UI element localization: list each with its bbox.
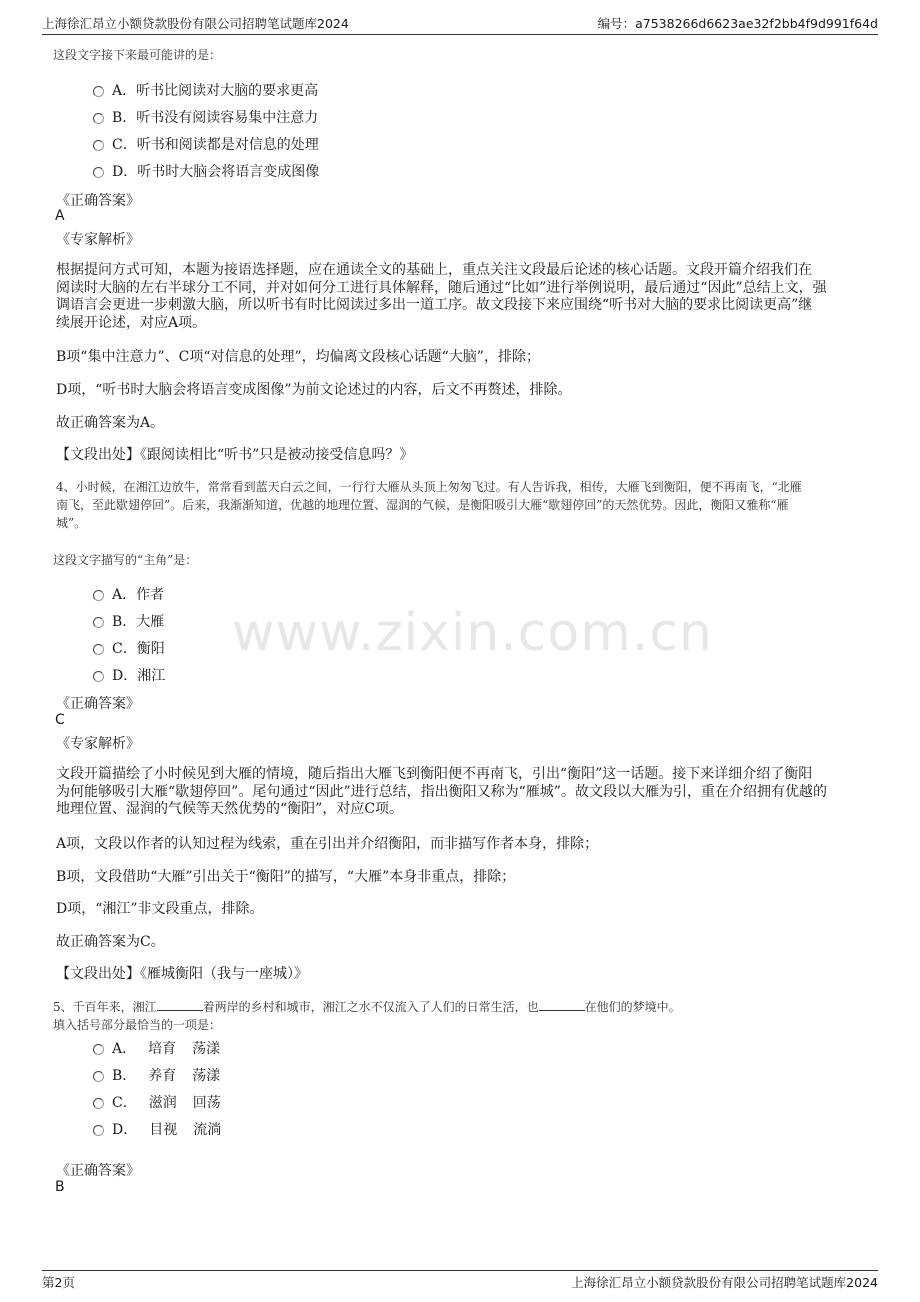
q4-analysis-paragraph: 文段开篇描绘了小时候见到大雁的情境，随后指出大雁飞到衡阳便不再南飞，引出“衡阳”这一话题。接下来详细介绍了衡阳 为何能够吸引大雁“歇翅停回”。尾句通过“因此”进行总结，指出衡阳又称为“雁城”。故文段以大雁为引，重在介绍拥有优越的 地理位置、湿润的气候等天然优势的“衡阳”，对应C项。: [56, 766, 827, 817]
radio-icon[interactable]: [93, 1071, 104, 1082]
q3-option-c[interactable]: C．听书和阅读都是对信息的处理: [93, 134, 319, 154]
q3-prompt: 这段文字接下来最可能讲的是：: [53, 48, 222, 62]
q5-answer: B: [55, 1179, 65, 1195]
q5-option-d[interactable]: D． 目视 流淌: [93, 1119, 221, 1139]
q4-option-d[interactable]: D．湘江: [93, 665, 165, 685]
q3-analysis-d: D项，“听书时大脑会将语言变成图像”为前文论述过的内容，后文不再赘述，排除。: [56, 382, 572, 398]
q5-text: 5、千百年来，湘江 着两岸的乡村和城市，湘江之水不仅流入了人们的日常生活，也 在他们的梦境中。: [53, 1000, 681, 1014]
radio-icon[interactable]: [93, 644, 104, 655]
q4-text: 4、小时候，在湘江边放牛，常常看到蓝天白云之间，一行行大雁从头顶上匆匆飞过。有人告诉我，相传，大雁飞到衡阳，便不再南飞，“北雁 南飞，至此歇翅停回”。后来，我渐渐知道，优越的地理位置、湿润的气候，是衡阳吸引大雁“歇翅停回”的天然优势。因此，衡阳又雅称“雁 城”。: [56, 480, 802, 530]
fill-blank: [539, 998, 585, 1011]
radio-icon[interactable]: [93, 617, 104, 628]
q5-option-b[interactable]: B． 养育 荡漾: [93, 1065, 220, 1085]
q4-analysis-label: 《专家解析》: [56, 736, 140, 752]
q5-prompt: 填入括号部分最恰当的一项是：: [53, 1018, 222, 1032]
q4-analysis-d: D项，“湘江”非文段重点，排除。: [56, 901, 264, 917]
q3-analysis-b-c: B项“集中注意力”、C项“对信息的处理”，均偏离文段核心话题“大脑”，排除；: [56, 349, 540, 365]
radio-icon[interactable]: [93, 1044, 104, 1055]
watermark: www.zixin.com.cn: [232, 603, 713, 663]
radio-icon[interactable]: [93, 671, 104, 682]
q4-option-b[interactable]: B．大雁: [93, 611, 164, 631]
q4-analysis-a: A项，文段以作者的认知过程为线索，重在引出并介绍衡阳，而非描写作者本身，排除；: [56, 836, 599, 852]
q3-source: 【文段出处】《跟阅读相比“听书”只是被动接受信息吗？》: [56, 447, 414, 463]
radio-icon[interactable]: [93, 590, 104, 601]
radio-icon[interactable]: [93, 140, 104, 151]
q3-option-b[interactable]: B．听书没有阅读容易集中注意力: [93, 107, 318, 127]
page-footer: [42, 1270, 878, 1291]
header-title: 上海徐汇昂立小额贷款股份有限公司招聘笔试题库2024: [42, 16, 349, 31]
q5-option-c[interactable]: C． 滋润 回荡: [93, 1092, 221, 1112]
q4-prompt: 这段文字描写的“主角”是：: [53, 553, 198, 567]
radio-icon[interactable]: [93, 86, 104, 97]
document-code: 编号：a7538266d6623ae32f2bb4f9d991f64d: [597, 16, 878, 31]
radio-icon[interactable]: [93, 113, 104, 124]
q3-option-a[interactable]: A．听书比阅读对大脑的要求更高: [93, 80, 318, 100]
q4-answer-label: 《正确答案》: [56, 696, 140, 712]
radio-icon[interactable]: [93, 1098, 104, 1109]
q3-answer: A: [55, 208, 65, 224]
page-number: 第2页: [42, 1275, 75, 1290]
fill-blank: [157, 998, 203, 1011]
page-header: [42, 14, 878, 35]
footer-title: 上海徐汇昂立小额贷款股份有限公司招聘笔试题库2024: [571, 1275, 878, 1290]
q3-answer-label: 《正确答案》: [56, 193, 140, 209]
q4-conclusion: 故正确答案为C。: [56, 934, 165, 950]
q3-analysis-paragraph: 根据提问方式可知，本题为接语选择题，应在通读全文的基础上，重点关注文段最后论述的核心话题。文段开篇介绍我们在 阅读时大脑的左右半球分工不同，并对如何分工进行具体解释，随后通过“比如”进行举例说明，最后通过“因此”总结上文，强 调语言会更进一步刺激大脑，所以听书有时比阅读过多出一道工序。故文段接下来应围绕“听书对大脑的要求比阅读更高”继 续展开论述，对应A项。: [56, 262, 827, 331]
q4-option-a[interactable]: A．作者: [93, 584, 164, 604]
q4-analysis-b: B项，文段借助“大雁”引出关于“衡阳”的描写，“大雁”本身非重点，排除；: [56, 869, 516, 885]
q3-analysis-label: 《专家解析》: [56, 232, 140, 248]
q5-answer-label: 《正确答案》: [56, 1163, 140, 1179]
radio-icon[interactable]: [93, 167, 104, 178]
q4-option-c[interactable]: C．衡阳: [93, 638, 165, 658]
q3-option-d[interactable]: D．听书时大脑会将语言变成图像: [93, 161, 319, 181]
q4-answer: C: [55, 712, 65, 728]
q3-conclusion: 故正确答案为A。: [56, 415, 165, 431]
q4-source: 【文段出处】《雁城衡阳（我与一座城）》: [56, 966, 308, 982]
radio-icon[interactable]: [93, 1125, 104, 1136]
q5-option-a[interactable]: A． 培育 荡漾: [93, 1038, 220, 1058]
